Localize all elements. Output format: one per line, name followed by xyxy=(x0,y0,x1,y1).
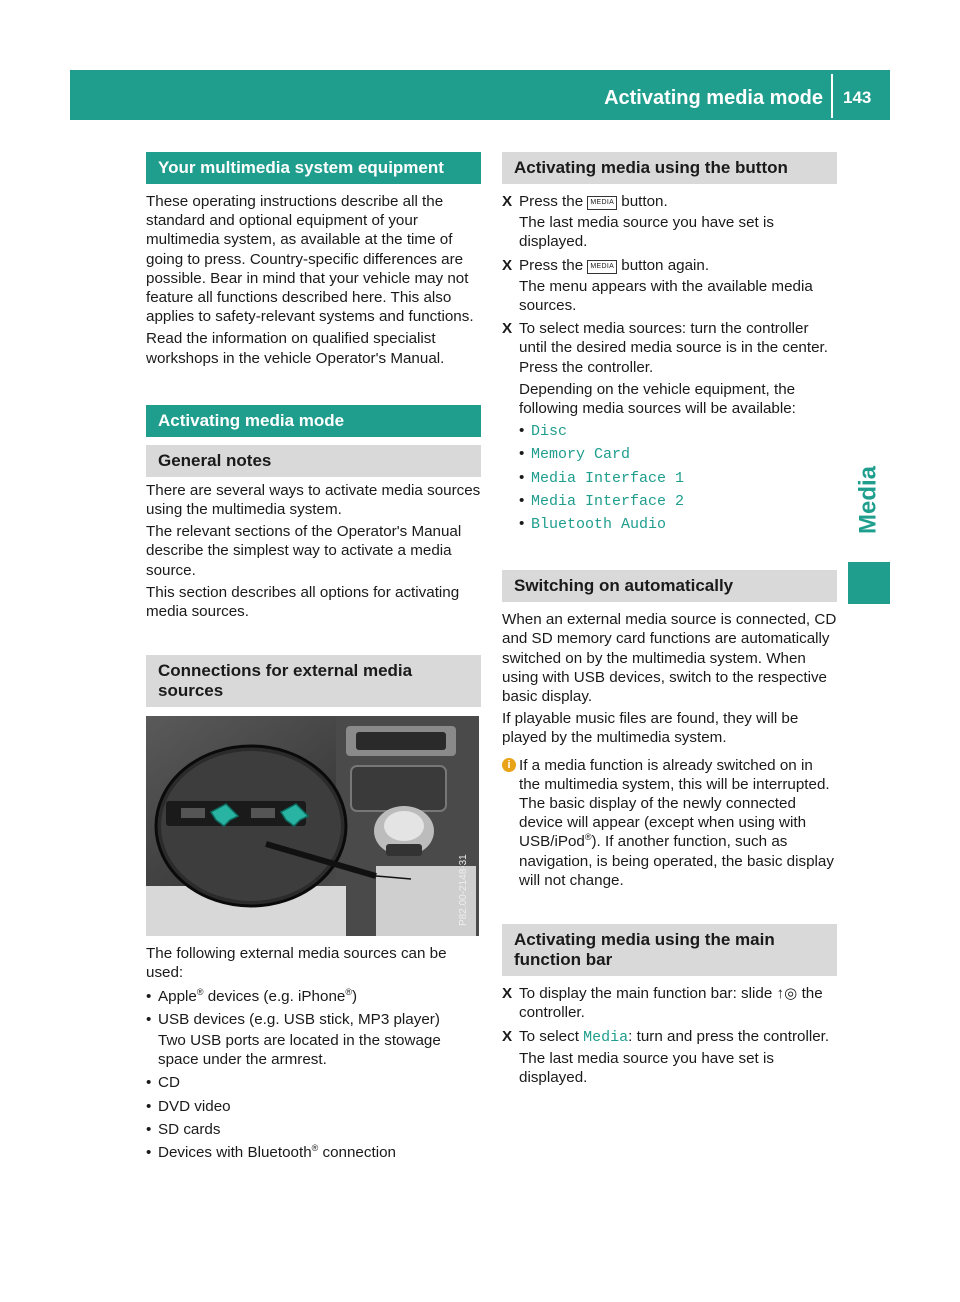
info-note xyxy=(502,756,837,890)
step-result: The menu appears with the available media sources. xyxy=(519,277,813,315)
registered-mark: ® xyxy=(196,986,204,997)
subheading-general-notes: General notes xyxy=(146,445,481,477)
bullet-text: devices (e.g. iPhone xyxy=(203,987,346,1005)
instruction-step xyxy=(502,984,837,1022)
step-text: button. xyxy=(617,193,668,210)
subheading-main-function-bar: Activating media using the main function bar xyxy=(502,924,837,976)
step-result: The last media source you have set is displayed. xyxy=(519,1049,774,1086)
list-item xyxy=(146,987,481,1006)
media-menu-label: Media xyxy=(583,1028,629,1046)
step-text: : turn and press the controller. xyxy=(628,1027,830,1045)
section-heading-activating: Activating media mode xyxy=(146,405,481,437)
step-result: The last media source you have set is displayed. xyxy=(519,214,774,251)
subheading-switching-on: Switching on automatically xyxy=(502,570,837,602)
paragraph: This section describes all options for activating media sources. xyxy=(146,583,460,621)
paragraph: The following external media sources can be used: xyxy=(146,945,447,982)
step-text: To display the main function bar: slide xyxy=(519,985,777,1003)
page-number: 143 xyxy=(843,88,872,107)
side-tab-marker xyxy=(848,562,890,604)
page-title: Activating media mode xyxy=(604,87,823,109)
step-text: Press the xyxy=(519,193,588,210)
side-tab xyxy=(848,450,888,550)
list-item: • SD cards xyxy=(146,1120,481,1139)
step-text: To select xyxy=(519,1027,584,1045)
list-item: • CD xyxy=(146,1073,481,1092)
step-text: Press the xyxy=(519,256,588,274)
media-source-bluetooth-audio: Bluetooth Audio xyxy=(531,516,667,534)
paragraph: There are several ways to activate media sources using the multimedia system. xyxy=(146,481,481,519)
bullet-text: Devices with Bluetooth xyxy=(158,1144,312,1162)
paragraph: If playable music files are found, they will be played by the multimedia system. xyxy=(502,710,799,747)
list-item-note: Two USB ports are located in the stowage space under the armrest. xyxy=(158,1032,441,1069)
media-source-disc: Disc xyxy=(531,423,568,441)
step-marker: X xyxy=(502,193,513,210)
section-heading-equipment: Your multimedia system equipment xyxy=(146,152,481,184)
subheading-media-button: Activating media using the button xyxy=(502,152,837,184)
info-text: ). If another function, such as navigation, is being operated, the basic display will not change. xyxy=(519,833,834,889)
media-button-icon: MEDIA xyxy=(587,196,617,210)
side-tab-label: Media xyxy=(854,465,882,535)
bullet-text: Apple xyxy=(158,987,197,1005)
step-note: Depending on the vehicle equipment, the following media sources will be available: xyxy=(519,380,796,418)
registered-mark: ® xyxy=(311,1143,319,1154)
list-item: • USB devices (e.g. USB stick, MP3 player) xyxy=(146,1010,481,1029)
paragraph: Read the information on qualified specialist workshops in the vehicle Operator's Manual. xyxy=(146,330,445,367)
bullet-text: ) xyxy=(351,987,358,1005)
info-icon: i xyxy=(502,758,516,772)
instruction-step xyxy=(502,319,837,377)
media-source-interface-1: Media Interface 1 xyxy=(531,469,685,487)
right-column xyxy=(502,152,837,1087)
armrest-usb-photo xyxy=(146,716,479,936)
media-source-memory-card: Memory Card xyxy=(531,446,631,464)
step-text: button again. xyxy=(617,256,710,274)
left-column xyxy=(146,152,481,1162)
subheading-connections: Connections for external media sources xyxy=(146,655,481,707)
header-divider xyxy=(831,74,833,118)
media-button-icon: MEDIA xyxy=(587,260,617,274)
step-marker: X xyxy=(502,256,513,274)
instruction-step xyxy=(502,192,837,211)
step-text: the controller. xyxy=(519,985,823,1022)
photo-code: P82.00-2148-31 xyxy=(458,854,469,927)
media-source-item xyxy=(502,468,837,488)
media-source-item xyxy=(502,444,837,464)
media-source-item xyxy=(502,491,837,511)
step-marker: X xyxy=(502,1027,513,1045)
controller-slide-up-icon: ↑◎ xyxy=(776,985,798,1003)
media-source-item xyxy=(502,514,837,534)
paragraph: These operating instructions describe all the standard and optional equipment of your multimedia system, as available at the time of going to press. Country-specific differences are possible. Bear in mind that your vehicle may not feature all functions described here. This also applies to safety-relevant systems and functions. xyxy=(146,193,474,326)
instruction-step xyxy=(502,256,837,275)
media-source-item xyxy=(502,421,837,441)
step-marker: X xyxy=(502,985,513,1003)
media-source-interface-2: Media Interface 2 xyxy=(531,492,685,510)
list-item: • DVD video xyxy=(146,1097,481,1116)
registered-mark: ® xyxy=(345,986,352,997)
list-item xyxy=(146,1143,481,1162)
bullet-text: connection xyxy=(318,1144,396,1162)
step-text: To select media sources: turn the controller until the desired media source is in the center. Press the controller. xyxy=(519,320,828,376)
info-text: If a media function is already switched on in the multimedia system, this will be interrupted. The basic display of the newly connected device will appear (except when using with USB/iPod xyxy=(519,756,830,851)
paragraph: The relevant sections of the Operator's Manual describe the simplest way to activate a media source. xyxy=(146,523,462,579)
instruction-step xyxy=(502,1027,837,1047)
step-marker: X xyxy=(502,320,513,338)
registered-mark: ® xyxy=(584,832,592,843)
paragraph: When an external media source is connected, CD and SD memory card functions are automatically switched on by the multimedia system. When using with USB devices, switch to the respective basic display. xyxy=(502,611,837,706)
